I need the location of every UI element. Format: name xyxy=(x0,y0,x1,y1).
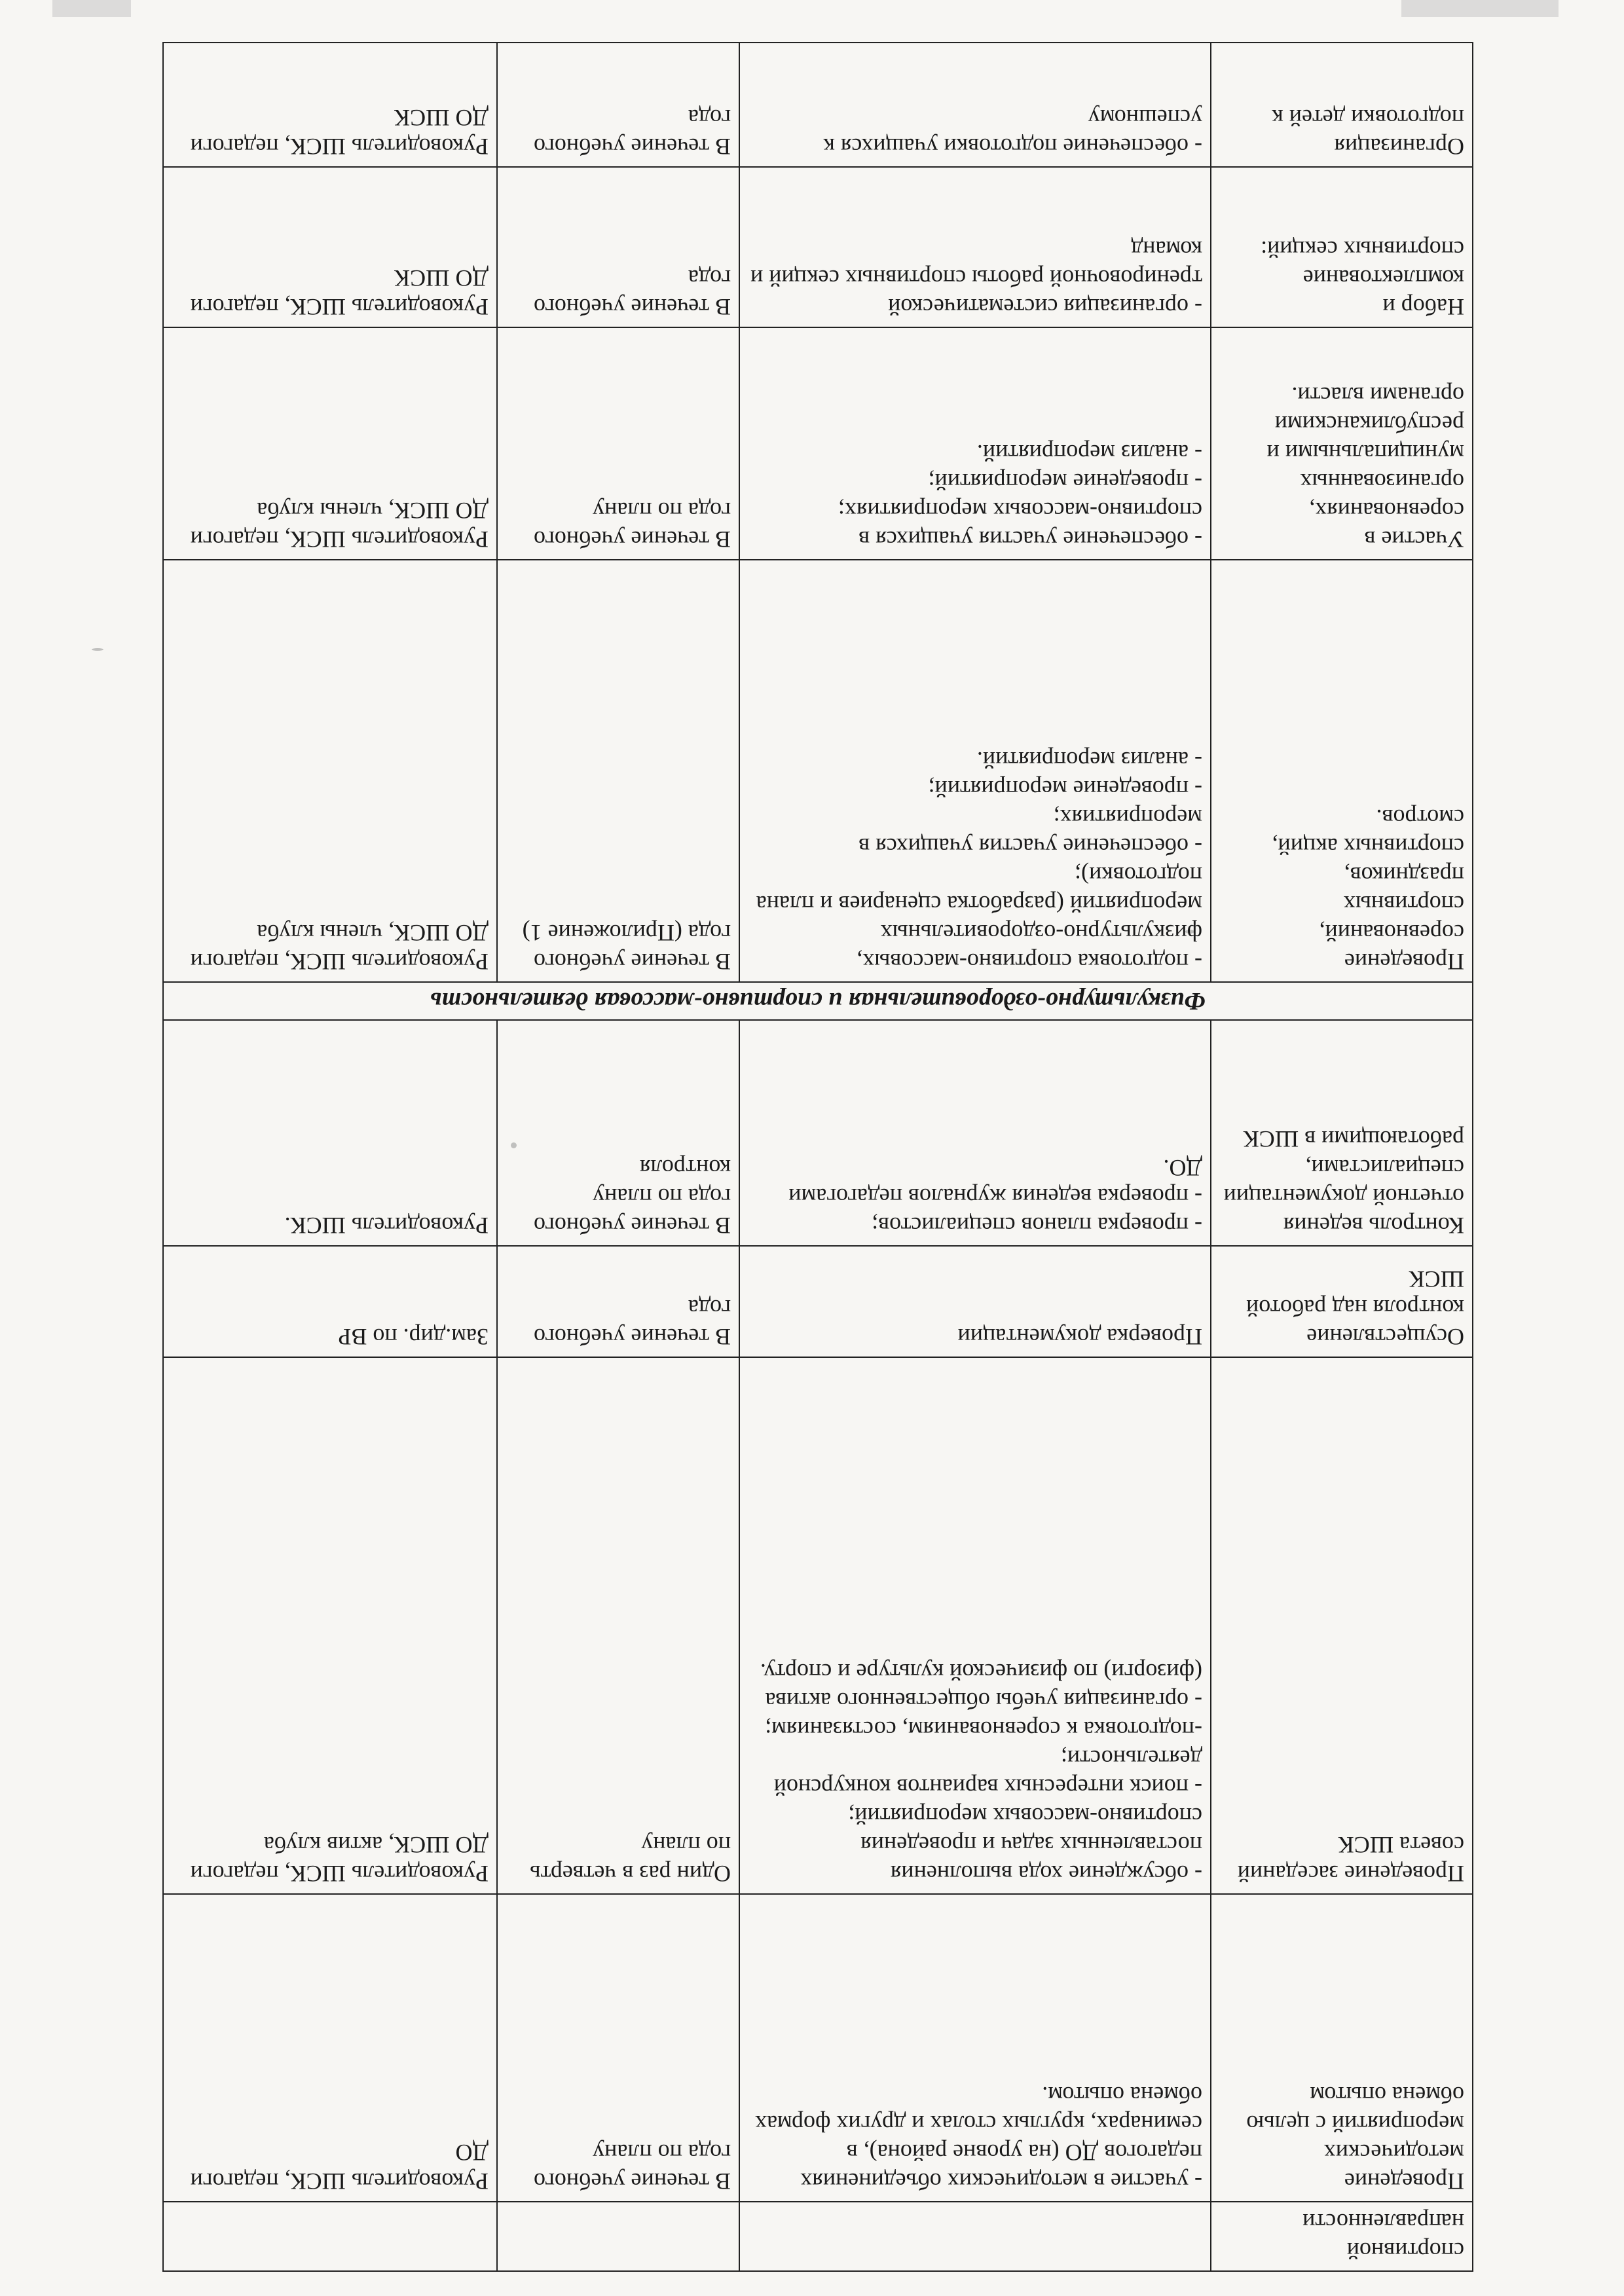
term-cell xyxy=(497,2202,739,2271)
content-cell: - подготовка спортивно-массовых, физкультурно-оздоровительных мероприятий (разработка сценариев и плана подготовки); - обеспечение участия учащихся в мероприятиях; - проведение мероприятий; - анализ мероприятий. xyxy=(739,560,1211,982)
event-cell: Набор и комплектование спортивных секций: xyxy=(1211,167,1473,327)
content-cell: - организация систематической тренировочной работы спортивных секций и команд xyxy=(739,167,1211,327)
table-row xyxy=(163,327,1473,560)
responsible-cell: Руководитель ШСК, педагоги ДО ШСК xyxy=(163,167,497,327)
table-row xyxy=(163,1894,1473,2202)
responsible-cell: Руководитель ШСК, педагоги ДО ШСК, актив клуба xyxy=(163,1357,497,1894)
table-row xyxy=(163,1357,1473,1894)
event-cell: Проведение заседаний совета ШСК xyxy=(1211,1357,1473,1894)
responsible-cell xyxy=(163,2202,497,2271)
responsible-cell: Руководитель ШСК, педагоги ДО ШСК xyxy=(163,43,497,167)
event-cell: Осуществление контроля над работой ШСК xyxy=(1211,1246,1473,1357)
content-cell: - проверка планов специалистов; - проверка ведения журналов педагогами ДО. xyxy=(739,1020,1211,1246)
content-cell: - обсуждение хода выполнения поставленных задач и проведения спортивно-массовых мероприятий; - поиск интересных вариантов конкурсной деятельности; -подготовка к соревнованиям, состязаниям; - организация учебы общественного актива (физорги) по физической культуре и спорту. xyxy=(739,1357,1211,1894)
table-row xyxy=(163,2202,1473,2271)
term-cell: В течение учебного года по плану xyxy=(497,1894,739,2202)
term-cell: В течение учебного года xyxy=(497,43,739,167)
content-cell: - обеспечение участия учащихся в спортивно-массовых мероприятиях; - проведение мероприятий; - анализ мероприятий. xyxy=(739,327,1211,560)
event-cell: Контроль ведения отчетной документации специалистами, работающими в ШСК xyxy=(1211,1020,1473,1246)
term-cell: В течение учебного года (Приложение 1) xyxy=(497,560,739,982)
responsible-cell: Руководитель ШСК. xyxy=(163,1020,497,1246)
term-cell: Один раз в четверть по плану xyxy=(497,1357,739,1894)
responsible-cell: Руководитель ШСК, педагоги ДО ШСК, члены клуба xyxy=(163,327,497,560)
table-row xyxy=(163,43,1473,167)
table-row xyxy=(163,982,1473,1020)
plan-table-rotated xyxy=(164,105,1473,2272)
term-cell: В течение учебного года по плану контроля xyxy=(497,1020,739,1246)
section-heading: Физкультурно-оздоровительная и спортивно-массовая деятельность xyxy=(163,982,1473,1020)
content-cell: - участие в методических объединениях педагогов ДО (на уровне района), в семинарах, круглых столах и других формах обмена опытом. xyxy=(739,1894,1211,2202)
content-cell: Проверка документации xyxy=(739,1246,1211,1357)
term-cell: В течение учебного года xyxy=(497,1246,739,1357)
term-cell: В течение учебного года xyxy=(497,167,739,327)
responsible-cell: Зам.дир. по ВР xyxy=(163,1246,497,1357)
event-cell: Проведение соревнований, спортивных праздников, спортивных акций, смотров. xyxy=(1211,560,1473,982)
term-cell: В течение учебного года по плану xyxy=(497,327,739,560)
scan-mark xyxy=(52,0,131,17)
table-row xyxy=(163,1246,1473,1357)
responsible-cell: Руководитель ШСК, педагоги ДО xyxy=(163,1894,497,2202)
table-row xyxy=(163,1020,1473,1246)
event-cell: Участие в соревнованиях, организованных муниципальными и республиканскими органами власти. xyxy=(1211,327,1473,560)
responsible-cell: Руководитель ШСК, педагоги ДО ШСК, члены клуба xyxy=(163,560,497,982)
content-cell xyxy=(739,2202,1211,2271)
table-row xyxy=(163,560,1473,982)
activity-plan-table xyxy=(162,42,1473,2272)
event-cell: спортивной направленности xyxy=(1211,2202,1473,2271)
event-cell: Организация подготовки детей к xyxy=(1211,43,1473,167)
event-cell: Проведение методических мероприятий с целью обмена опытом xyxy=(1211,1894,1473,2202)
ink-dot xyxy=(92,648,103,651)
table-row xyxy=(163,167,1473,327)
scan-mark xyxy=(1401,0,1559,17)
content-cell: - обеспечение подготовки учащихся к успешному xyxy=(739,43,1211,167)
